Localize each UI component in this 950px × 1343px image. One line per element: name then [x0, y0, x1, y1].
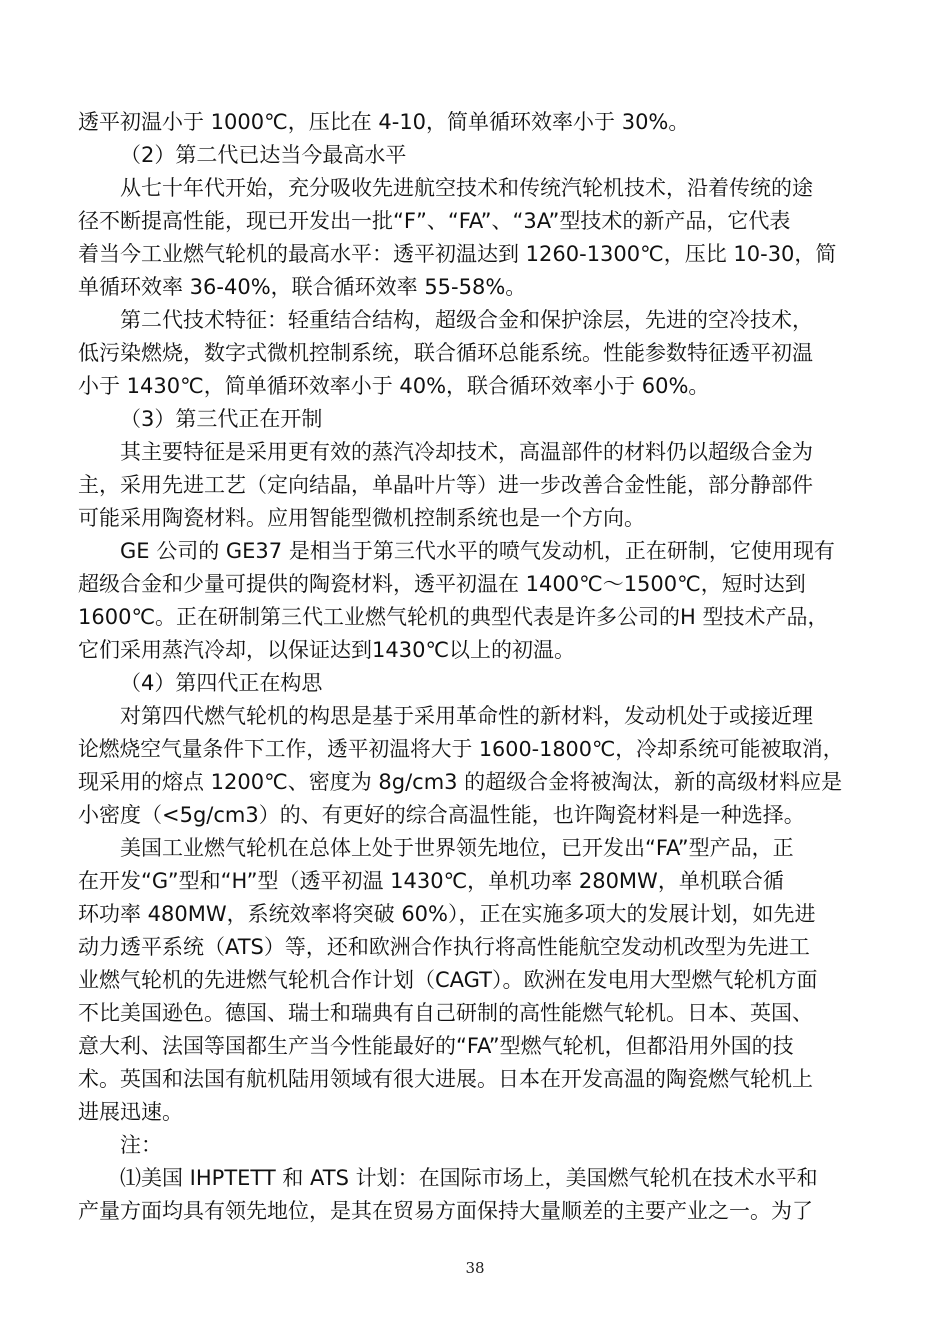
text-line: 1600℃。正在研制第三代工业燃气轮机的典型代表是许多公司的H 型技术产品，: [78, 605, 829, 629]
text-line: 动力透平系统（ATS）等，还和欧洲合作执行将高性能航空发动机改型为先进工: [78, 935, 810, 959]
text-line: 美国工业燃气轮机在总体上处于世界领先地位，已开发出“FA”型产品，正: [120, 836, 794, 860]
text-line: 其主要特征是采用更有效的蒸汽冷却技术，高温部件的材料仍以超级合金为: [120, 440, 813, 464]
text-line: 第二代技术特征：轻重结合结构，超级合金和保护涂层，先进的空冷技术，: [120, 308, 813, 332]
text-line: 小于 1430℃，简单循环效率小于 40%，联合循环效率小于 60%。: [78, 374, 710, 398]
text-line: 低污染燃烧，数字式微机控制系统，联合循环总能系统。性能参数特征透平初温: [78, 341, 813, 365]
text-line: 产量方面均具有领先地位，是其在贸易方面保持大量顺差的主要产业之一。为了: [78, 1199, 813, 1223]
text-line: 透平初温小于 1000℃，压比在 4-10，简单循环效率小于 30%。: [78, 110, 690, 134]
text-line: 不比美国逊色。德国、瑞士和瑞典有自己研制的高性能燃气轮机。日本、英国、: [78, 1001, 813, 1025]
text-line: 意大利、法国等国都生产当今性能最好的“FA”型燃气轮机，但都沿用外国的技: [78, 1034, 794, 1058]
text-line: GE 公司的 GE37 是相当于第三代水平的喷气发动机，正在研制，它使用现有: [120, 539, 835, 563]
text-line: 着当今工业燃气轮机的最高水平：透平初温达到 1260-1300℃，压比 10-30，简: [78, 242, 837, 266]
text-line: 环功率 480MW，系统效率将突破 60%），正在实施多项大的发展计划，如先进: [78, 902, 816, 926]
text-line: 小密度（<5g/cm3）的、有更好的综合高温性能，也许陶瓷材料是一种选择。: [78, 803, 805, 827]
text-line: 主，采用先进工艺（定向结晶，单晶叶片等）进一步改善合金性能，部分静部件: [78, 473, 813, 497]
body-text: [78, 106, 852, 1228]
note-heading: 注：: [120, 1133, 162, 1157]
text-line: 在开发“G”型和“H”型（透平初温 1430℃，单机功率 280MW，单机联合循: [78, 869, 784, 893]
section-heading-3: （3）第三代正在开制: [120, 407, 323, 431]
text-line: 术。英国和法国有航机陆用领域有很大进展。日本在开发高温的陶瓷燃气轮机上: [78, 1067, 813, 1091]
text-line: 论燃烧空气量条件下工作，透平初温将大于 1600-1800℃，冷却系统可能被取消，: [78, 737, 844, 761]
text-line: 业燃气轮机的先进燃气轮机合作计划（CAGT）。欧洲在发电用大型燃气轮机方面: [78, 968, 818, 992]
text-line: 对第四代燃气轮机的构思是基于采用革命性的新材料，发动机处于或接近理: [120, 704, 813, 728]
section-heading-2: （2）第二代已达当今最高水平: [120, 143, 407, 167]
text-line: 现采用的熔点 1200℃、密度为 8g/cm3 的超级合金将被淘汰，新的高级材料应是: [78, 770, 843, 794]
text-line: 可能采用陶瓷材料。应用智能型微机控制系统也是一个方向。: [78, 506, 645, 530]
page-number: 38: [465, 1259, 485, 1277]
section-heading-4: （4）第四代正在构思: [120, 671, 323, 695]
text-line: 径不断提高性能，现已开发出一批“F”、“FA”、“3A”型技术的新产品，它代表: [78, 209, 791, 233]
text-line: 它们采用蒸汽冷却，以保证达到1430℃以上的初温。: [78, 638, 576, 662]
text-line: 单循环效率 36-40%，联合循环效率 55-58%。: [78, 275, 527, 299]
text-line: ⑴美国 IHPTETT 和 ATS 计划：在国际市场上，美国燃气轮机在技术水平和: [120, 1166, 818, 1190]
text-line: 进展迅速。: [78, 1100, 183, 1124]
text-line: 超级合金和少量可提供的陶瓷材料，透平初温在 1400℃～1500℃，短时达到: [78, 572, 806, 596]
text-line: 从七十年代开始，充分吸收先进航空技术和传统汽轮机技术，沿着传统的途: [120, 176, 813, 200]
